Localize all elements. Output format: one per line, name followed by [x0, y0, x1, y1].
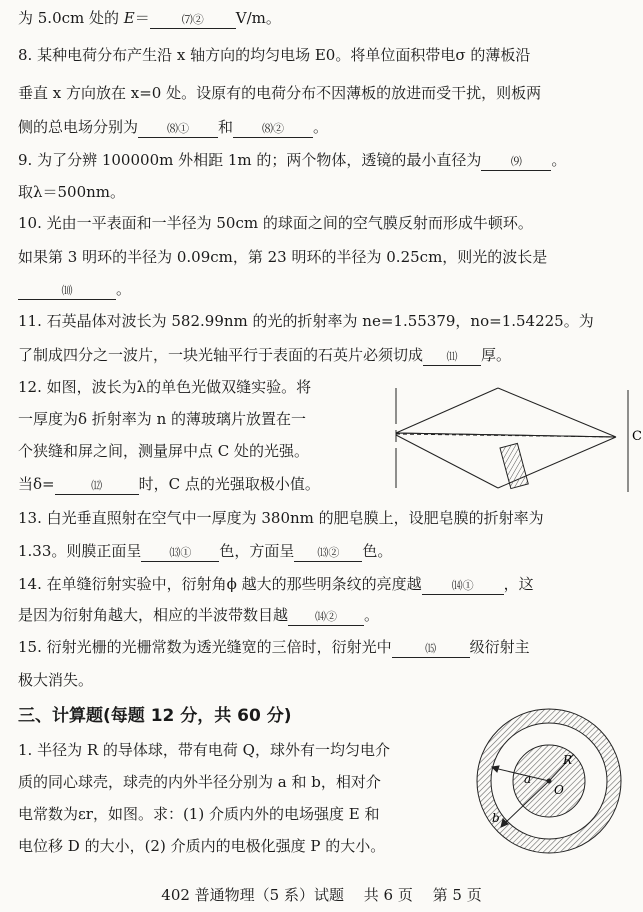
- q9-text: 9. 为了分辨 100000m 外相距 1m 的；两个物体，透镜的最小直径为: [18, 151, 482, 169]
- blank-8-1[interactable]: ⑻①: [138, 121, 218, 138]
- blank-8-2[interactable]: ⑻②: [233, 121, 313, 138]
- c1-line1: 1. 半径为 R 的导体球，带有电荷 Q，球外有一均匀电介: [18, 741, 390, 759]
- q8-and: 和: [218, 118, 234, 136]
- q14-line1-end: ，这: [503, 575, 534, 593]
- q8-line3: [18, 117, 328, 138]
- blank-7-2[interactable]: ⑺②: [150, 12, 236, 29]
- label-r: R: [563, 753, 573, 767]
- q12-text: 当δ=: [18, 475, 55, 493]
- q11-text: 了制成四分之一波片，一块光轴平行于表面的石英片必须切成: [18, 346, 424, 364]
- q10-line2: 如果第 3 明环的半径为 0.09cm，第 23 明环的半径为 0.25cm，则光的波长是: [18, 248, 548, 266]
- q11-end: 厚。: [481, 346, 512, 364]
- q8-line1: 8. 某种电荷分布产生沿 x 轴方向的均匀电场 E0。将单位面积带电σ 的薄板沿: [18, 46, 531, 64]
- blank-12[interactable]: ⑿: [55, 478, 139, 495]
- ray-up-b: [498, 388, 616, 437]
- q14-end: 。: [364, 606, 380, 624]
- q13-line1: 13. 白光垂直照射在空气中一厚度为 380nm 的肥皂膜上，设肥皂膜的折射率为: [18, 509, 544, 527]
- q12-line4: [18, 474, 320, 495]
- ray-up-a: [396, 388, 498, 433]
- q8-end: 。: [313, 118, 329, 136]
- q10-end: 。: [116, 280, 132, 298]
- q13-line2: [18, 541, 392, 562]
- blank-15[interactable]: ⒂: [392, 641, 470, 658]
- ray-to-c-1: [396, 433, 616, 437]
- blank-9[interactable]: ⑼: [481, 154, 551, 171]
- q7-symbol: E: [123, 9, 135, 27]
- c1-line2: 质的同心球壳，球壳的内外半径分别为 a 和 b，相对介: [18, 773, 381, 791]
- q15-line2: 极大消失。: [18, 671, 94, 689]
- ray-down-a: [396, 435, 498, 488]
- label-o: O: [554, 783, 564, 797]
- q9-line1: [18, 150, 566, 171]
- q7-unit: V/m。: [235, 9, 281, 27]
- c1-line4: 电位移 D 的大小，(2) 介质内的电极化强度 P 的大小。: [18, 837, 386, 855]
- glass-plate: [500, 443, 528, 488]
- q14-text2: 是因为衍射角越大，相应的半波带数目越: [18, 606, 289, 624]
- q14-line1: [18, 574, 534, 595]
- q11-line2: [18, 345, 511, 366]
- q8-text: 侧的总电场分别为: [18, 118, 139, 136]
- q14-line2: [18, 605, 379, 626]
- blank-10[interactable]: ⑽: [18, 283, 116, 300]
- q14-text: 14. 在单缝衍射实验中，衍射角ϕ 越大的那些明条纹的亮度越: [18, 575, 422, 593]
- q9-end: 。: [551, 151, 567, 169]
- q13-mid: 色，方面呈: [219, 542, 295, 560]
- double-slit-figure: [378, 380, 640, 498]
- q13-text: 1.33。则膜正面呈: [18, 542, 142, 560]
- label-a: a: [524, 772, 532, 786]
- blank-14-2[interactable]: ⒁②: [288, 609, 364, 626]
- blank-13-1[interactable]: ⒀①: [141, 545, 219, 562]
- q7-text: 为 5.0cm 处的: [18, 9, 124, 27]
- center-dot: [547, 779, 551, 783]
- blank-11[interactable]: ⑾: [423, 349, 481, 366]
- q7-continuation: [18, 8, 281, 29]
- q13-end: 色。: [362, 542, 393, 560]
- section-title: 三、计算题(每题 12 分，共 60 分): [18, 706, 292, 726]
- page-footer: 402 普通物理（5 系）试题 共 6 页 第 5 页: [161, 886, 482, 904]
- q9-line2: 取λ＝500nm。: [18, 183, 126, 201]
- q15-line1: [18, 637, 530, 658]
- label-b: b: [492, 811, 500, 825]
- q11-line1: 11. 石英晶体对波长为 582.99nm 的光的折射率为 ne=1.55379，no=1.54225。为: [18, 312, 594, 330]
- q12-line3: 个狭缝和屏之间，测量屏中点 C 处的光强。: [18, 442, 310, 460]
- dielectric-shell-figure: [474, 706, 624, 856]
- blank-13-2[interactable]: ⒀②: [294, 545, 362, 562]
- q10-line3: [18, 279, 131, 300]
- q15-line1-end: 级衍射主: [469, 638, 530, 656]
- q12-end: 时，C 点的光强取极小值。: [138, 475, 320, 493]
- q12-line1: 12. 如图，波长为λ的单色光做双缝实验。将: [18, 378, 312, 396]
- q10-line1: 10. 光由一平表面和一半径为 50cm 的球面之间的空气膜反射而形成牛顿环。: [18, 214, 533, 232]
- q8-line2: 垂直 x 方向放在 x=0 处。设原有的电荷分布不因薄板的放进而受干扰，则板两: [18, 84, 542, 102]
- q15-text: 15. 衍射光栅的光栅常数为透光缝宽的三倍时，衍射光中: [18, 638, 392, 656]
- q7-eq: ＝: [134, 9, 150, 27]
- blank-14-1[interactable]: ⒁①: [422, 578, 504, 595]
- c1-line3: 电常数为εr，如图。求：(1) 介质内外的电场强度 E 和: [18, 805, 380, 823]
- q12-line2: 一厚度为δ 折射率为 n 的薄玻璃片放置在一: [18, 410, 306, 428]
- point-c-label: C: [632, 429, 642, 444]
